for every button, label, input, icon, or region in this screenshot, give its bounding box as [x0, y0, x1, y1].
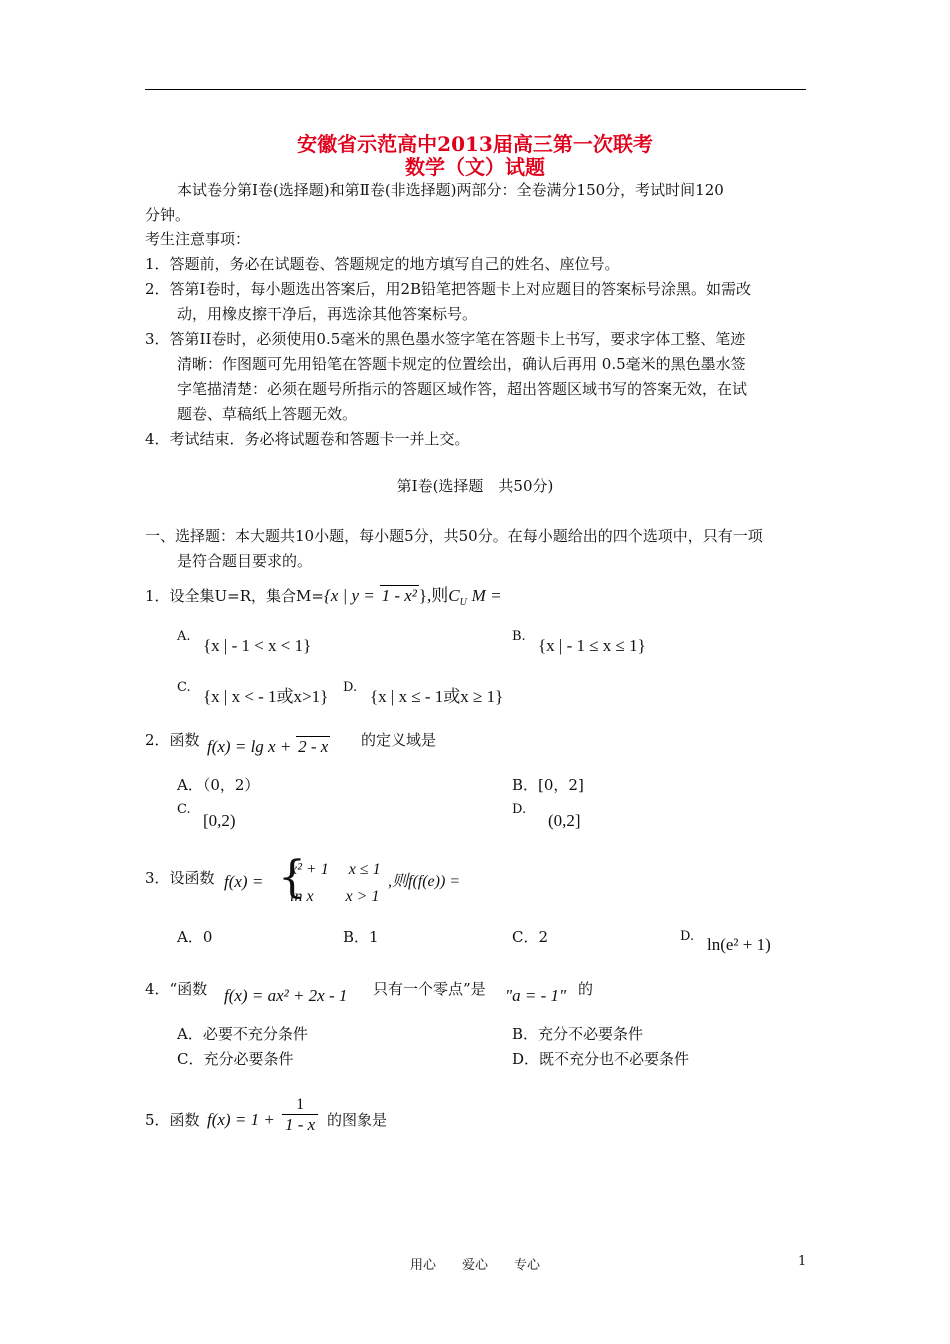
- q3-tail: ,则f(f(e)) =: [388, 873, 461, 890]
- notice-4: 4．考试结束．务必将试题卷和答题卡一并上交。: [145, 430, 470, 448]
- q1-c: C: [448, 586, 460, 605]
- q3-case-1: x² + 1 x ≤ 1: [290, 861, 381, 878]
- q3-brace: {: [278, 852, 306, 903]
- section-instructions-b: 是符合题目要求的。: [177, 552, 313, 570]
- q5-fraction: [282, 1096, 318, 1135]
- q1-a-label: A.: [177, 629, 191, 644]
- notice-1: 1．答题前，务必在试题卷、答题规定的地方填写自己的姓名、座位号。: [145, 255, 620, 273]
- q4-condition: "a = - 1": [505, 986, 567, 1005]
- exam-subtitle: 数学（文）试题: [405, 155, 545, 179]
- q5-numerator: 1: [282, 1096, 318, 1115]
- q1-tail: },则: [418, 586, 449, 605]
- q4-function: f(x) = ax² + 2x - 1: [224, 986, 348, 1005]
- q2-func: f(x) = lg x +: [207, 737, 292, 756]
- intro-line-1: 本试卷分第Ⅰ卷(选择题)和第Ⅱ卷(非选择题)两部分：全卷满分150分，考试时间120: [177, 181, 724, 199]
- q1-c-sub: U: [459, 597, 467, 608]
- q4-tail: 的: [578, 980, 594, 998]
- page-number: 1: [798, 1254, 807, 1269]
- q2-tail: 的定义域是: [361, 731, 437, 749]
- q2-sqrt: 2 - x: [298, 737, 329, 756]
- q1-option-d: {x | x ≤ - 1或x ≥ 1}: [370, 687, 504, 706]
- q3-lhs: f(x) =: [224, 872, 264, 891]
- q1-m: M =: [471, 586, 502, 605]
- q3-stem: 3．设函数: [145, 869, 215, 887]
- q2-d-label: D.: [512, 802, 527, 817]
- q3-d-label: D.: [680, 929, 695, 944]
- q1-set-open: {x | y =: [323, 586, 375, 605]
- q2-option-d: (0,2]: [548, 811, 581, 830]
- q2-stem: 2．函数: [145, 731, 200, 749]
- q1-option-c: {x | x < - 1或x>1}: [203, 687, 329, 706]
- footer-motto: 用心 爱心 专心: [409, 1258, 540, 1273]
- q2-function: [207, 738, 330, 756]
- q2-option-c: [0,2): [203, 811, 236, 830]
- notice-heading: 考生注意事项：: [145, 230, 251, 248]
- q1-stem-text: 1．设全集U=R，集合M=: [145, 587, 324, 605]
- q4-option-a: A．必要不充分条件: [177, 1025, 308, 1043]
- notice-2b: 动，用橡皮擦干净后，再选涂其他答案标号。: [177, 305, 478, 323]
- q5-lhs: f(x) = 1 +: [207, 1110, 275, 1129]
- header-rule: [145, 89, 806, 90]
- q4-option-d: D．既不充分也不必要条件: [512, 1050, 690, 1068]
- q4-option-b: B．充分不必要条件: [512, 1025, 644, 1043]
- notice-3b: 清晰：作图题可先用铅笔在答题卡规定的位置绘出，确认后再用 0.5毫米的黑色墨水签: [177, 355, 746, 373]
- q5-stem: 5．函数: [145, 1111, 200, 1129]
- q3-option-d: ln(e² + 1): [707, 935, 771, 954]
- q3-option-b: B．1: [343, 928, 379, 946]
- q1-stem: [145, 587, 502, 612]
- q4-stem: 4．“函数: [145, 980, 208, 998]
- q4-mid: 只有一个零点”是: [373, 980, 486, 998]
- notice-2a: 2．答第Ⅰ卷时，每小题选出答案后，用2B铅笔把答题卡上对应题目的答案标号涂黑。如需改: [145, 280, 752, 298]
- q1-d-label: D.: [343, 680, 358, 695]
- q1-option-a: {x | - 1 < x < 1}: [203, 636, 312, 655]
- notice-3c: 字笔描清楚：必须在题号所指示的答题区域作答，超出答题区域书写的答案无效，在试: [177, 380, 748, 398]
- q1-sqrt: 1 - x²: [381, 586, 417, 605]
- q4-option-c: C．充分必要条件: [177, 1050, 294, 1068]
- q5-tail: 的图象是: [327, 1111, 388, 1129]
- notice-3d: 题卷、草稿纸上答题无效。: [177, 405, 358, 423]
- notice-3a: 3．答第II卷时，必须使用0.5毫米的黑色墨水签字笔在答题卡上书写，要求字体工整、笔迹: [145, 330, 746, 348]
- q1-b-label: B.: [512, 629, 526, 644]
- section-instructions-a: 一、选择题：本大题共10小题，每小题5分，共50分。在每小题给出的四个选项中，只有一项: [145, 527, 763, 545]
- section-heading: 第Ⅰ卷(选择题 共50分): [396, 477, 554, 495]
- q1-option-b: {x | - 1 ≤ x ≤ 1}: [538, 636, 646, 655]
- q5-denominator: 1 - x: [285, 1115, 316, 1134]
- q2-option-b: B．[0，2]: [512, 776, 584, 794]
- q2-option-a: A．（0，2）: [177, 776, 260, 794]
- q3-option-c: C．2: [512, 928, 549, 946]
- q3-option-a: A．0: [177, 928, 213, 946]
- q3-case-2: ln x x > 1: [290, 888, 380, 905]
- exam-title: 安徽省示范高中2013届高三第一次联考: [297, 132, 653, 156]
- q2-c-label: C.: [177, 802, 191, 817]
- intro-line-2: 分钟。: [145, 206, 191, 224]
- q1-c-label: C.: [177, 680, 191, 695]
